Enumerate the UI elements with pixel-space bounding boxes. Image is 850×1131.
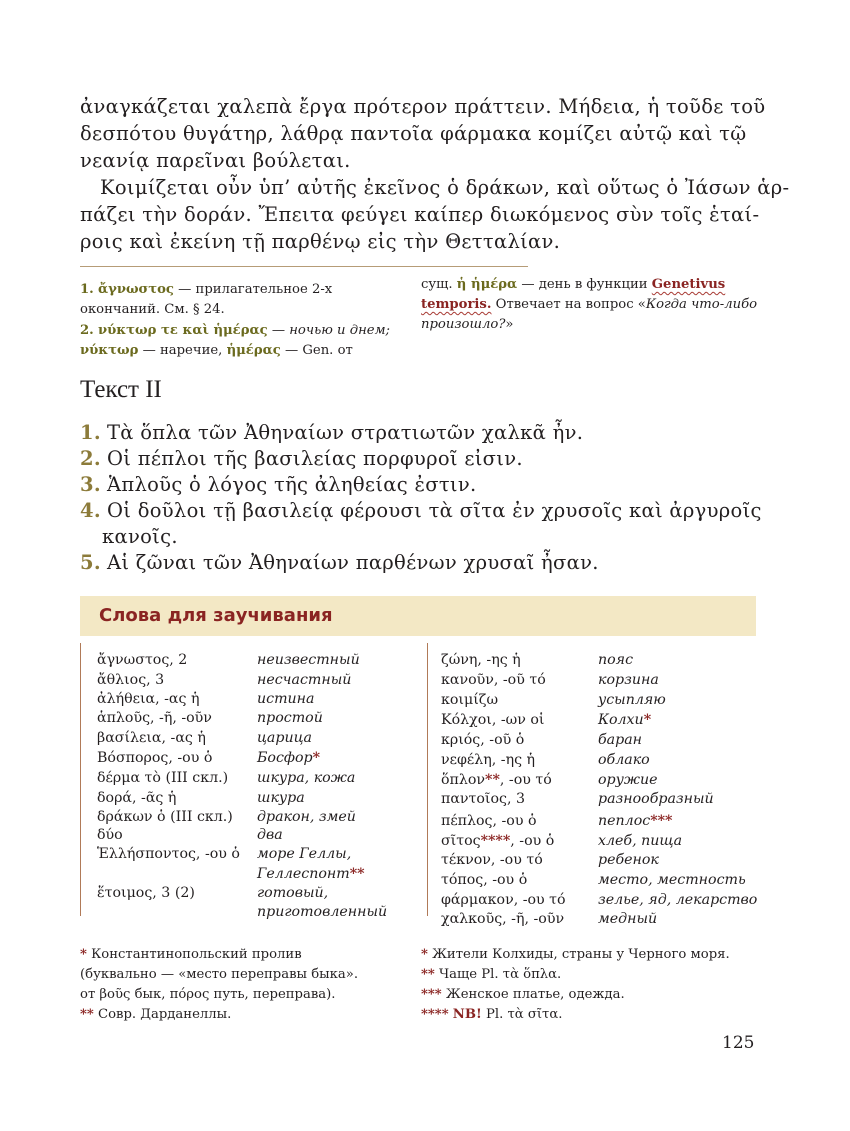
footnote-marker: ** [80, 1007, 94, 1022]
footnote-marker: * [643, 712, 652, 728]
vocab-word: δορά, -ᾶς ἡ [97, 790, 177, 806]
vocab-translation: баран [598, 732, 643, 748]
vocab-word: ἕτοιμος, 3 (2) [97, 885, 195, 901]
footnote-term: ἡ ἡμέρα [456, 277, 518, 292]
nota-bene: NB! [452, 1007, 482, 1022]
footnote-marker: ** [349, 866, 365, 882]
vocab-translation: Колхи* [598, 712, 652, 728]
vocab-translation: зелье, яд, лекарство [598, 892, 758, 908]
footnote-grammar-term: temporis. [421, 297, 492, 312]
exercise-text: Τὰ ὅπλα τῶν Ἀθηναίων στρατιωτῶν χαλκᾶ ἦν. [106, 421, 584, 444]
vocab-word: ἄγνωστος, 2 [97, 652, 188, 668]
text-line: πάζει τὴν δοράν. Ἔπειτα φεύγει καίπερ διωκόμενος σὺν τοῖς ἑταί- [80, 203, 760, 226]
text-line: δεσπότου θυγάτηρ, λάθρᾳ παντοῖα φάρμακα κομίζει αὐτῷ καὶ τῷ [80, 122, 747, 145]
footnote-line [80, 280, 332, 300]
greek-paragraph-2 [80, 174, 790, 255]
footnote-text: — наречие, [138, 343, 227, 358]
vocab-word: τόπος, -ου ὁ [441, 872, 528, 888]
exercise-item [80, 550, 780, 576]
vocabulary-left-column [97, 652, 417, 932]
vocab-note-line: *** Женское платье, одежда. [421, 987, 625, 1002]
vocab-note-line: от βοῦς бык, πόρος путь, переправа). [80, 987, 336, 1002]
footnote-1 [80, 280, 332, 320]
exercise-number: 5. [80, 551, 101, 574]
vocab-word: νεφέλη, -ης ἡ [441, 752, 536, 768]
vocab-word: βασίλεια, -ας ἡ [97, 730, 206, 746]
footnote-marker: * [80, 947, 87, 962]
vocab-note-line: ** Совр. Дарданеллы. [80, 1007, 232, 1022]
footnote-marker: **** [480, 833, 511, 849]
vocab-word: Κόλχοι, -ων οἱ [441, 712, 545, 728]
footnote-grammar-term: Genetivus [651, 277, 726, 292]
exercise-text: Οἱ δοῦλοι τῇ βασιλείᾳ φέρουσι τὰ σῖτα ἐν χρυσοῖς καὶ ἀργυροῖς [106, 499, 762, 522]
vocab-translation: хлеб, пища [598, 833, 683, 849]
exercise-text: Οἱ πέπλοι τῆς βασιλείας πορφυροῖ εἰσιν. [106, 447, 523, 470]
footnote-italic: произошло? [421, 317, 506, 332]
exercise-item [80, 446, 780, 472]
page-number: 125 [722, 1033, 755, 1053]
vocabulary-title: Слова для заучивания [99, 605, 333, 626]
footnote-term: νύκτωρ τε καὶ ἡμέρας [97, 323, 268, 338]
footnote-marker: *** [650, 813, 673, 829]
text-line: νεανίᾳ παρεῖναι βούλεται. [80, 149, 351, 172]
footnote-line [80, 321, 390, 341]
exercise-number: 3. [80, 473, 101, 496]
vocab-left-rule [80, 643, 81, 916]
vocab-translation: шкура [257, 790, 305, 806]
section-heading: Текст II [80, 376, 162, 403]
footnote-term: ἡμέρας [226, 343, 281, 358]
footnote-text: Отвечает на вопрос « [491, 297, 646, 312]
vocab-word: ζώνη, -ης ἡ [441, 652, 521, 668]
vocab-translation: шкура, кожа [257, 770, 356, 786]
vocab-translation: пеплос*** [598, 813, 673, 829]
greek-paragraph-1 [80, 93, 766, 174]
vocabulary-notes-left [80, 945, 358, 1025]
footnote-marker: **** [421, 1007, 449, 1022]
exercise-text: Ἁπλοῦς ὁ λόγος τῆς ἀληθείας ἐστιν. [106, 473, 477, 496]
exercise-list [80, 420, 780, 576]
footnote-marker: ** [485, 772, 500, 788]
vocab-translation: Босфор* [257, 750, 321, 766]
exercise-number: 1. [80, 421, 101, 444]
exercise-text: Αἱ ζῶναι τῶν Ἀθηναίων παρθένων χρυσαῖ ἦσαν. [106, 551, 599, 574]
exercise-text-continuation: κανοῖς. [102, 525, 178, 548]
vocab-word: ἄθλιος, 3 [97, 672, 165, 688]
vocabulary-notes-right [421, 945, 730, 1025]
footnote-term: ἄγνωστος [97, 282, 174, 297]
vocab-note-line: ** Чаще Pl. τὰ ὅπλα. [421, 967, 562, 982]
vocab-translation: Геллеспонт** [257, 866, 365, 882]
vocab-translation: корзина [598, 672, 659, 688]
footnote-text: — Gen. от [280, 343, 353, 358]
vocab-translation: море Геллы, [257, 846, 352, 862]
vocab-translation: медный [598, 911, 658, 927]
vocab-note-line: (буквально — «место переправы быка». [80, 967, 359, 982]
footnote-line: окончаний. См. § 24. [80, 302, 225, 317]
exercise-item [80, 472, 780, 498]
vocab-note-line: * Константинопольский пролив [80, 947, 302, 962]
vocabulary-right-column [441, 652, 761, 932]
vocab-translation: два [257, 827, 283, 843]
vocab-word: ἀλήθεια, -ας ἡ [97, 691, 200, 707]
vocab-word: κριός, -οῦ ὁ [441, 732, 525, 748]
footnote-marker: *** [421, 987, 442, 1002]
footnote-italic: Когда что-либо [645, 297, 758, 312]
vocab-translation: ребенок [598, 852, 659, 868]
vocab-translation: истина [257, 691, 315, 707]
footnote-2 [80, 321, 390, 361]
footnote-text: — [267, 323, 290, 338]
vocab-translation: разнообразный [598, 791, 714, 807]
footnote-marker: ** [421, 967, 435, 982]
vocab-note-line: * Жители Колхиды, страны у Черного моря. [421, 947, 730, 962]
footnote-text: — день в функции [517, 277, 652, 292]
vocab-translation: оружие [598, 772, 658, 788]
text-line: ροις καὶ ἐκείνη τῇ παρθένῳ εἰς τὴν Θετταλίαν. [80, 230, 561, 253]
vocab-word: πέπλος, -ου ὁ [441, 813, 537, 829]
vocab-word: φάρμακον, -ου τό [441, 892, 566, 908]
footnote-marker: * [421, 947, 428, 962]
vocab-translation: облако [598, 752, 650, 768]
footnote-line [421, 295, 757, 315]
vocab-word: ὅπλον**, -ου τό [441, 772, 552, 788]
vocab-word: δράκων ὁ (III скл.) [97, 809, 233, 825]
text-line: ἀναγκάζεται χαλεπὰ ἔργα πρότερον πράττειν. Μήδεια, ἡ τοῦδε τοῦ [80, 95, 766, 118]
footnote-text: » [505, 317, 514, 332]
vocab-word: σῖτος****, -ου ὁ [441, 833, 555, 849]
vocab-translation: несчастный [257, 672, 352, 688]
vocab-translation: неизвестный [257, 652, 360, 668]
footnote-italic: ночью и днем; [289, 323, 390, 338]
footnote-line [421, 315, 757, 335]
vocab-note-line: **** NB! Pl. τὰ σῖτα. [421, 1007, 563, 1022]
vocab-word: ἁπλοῦς, -ῆ, -οῦν [97, 710, 212, 726]
footnote-text: — прилагательное 2-х [173, 282, 333, 297]
vocab-word: τέκνον, -ου τό [441, 852, 543, 868]
exercise-item [80, 498, 780, 550]
footnote-2-continued [421, 275, 757, 335]
vocab-translation: пояс [598, 652, 634, 668]
vocab-word: παντοῖος, 3 [441, 791, 526, 807]
text-line: Κοιμίζεται οὖν ὑπ’ αὐτῆς ἐκεῖνος ὁ δράκων, καὶ οὕτως ὁ Ἰάσων ἁρ- [100, 176, 790, 199]
footnote-text: сущ. [421, 277, 457, 292]
footnote-marker: * [312, 750, 321, 766]
footnote-number: 2. [80, 323, 94, 338]
vocab-translation: приготовленный [257, 904, 388, 920]
exercise-number: 4. [80, 499, 101, 522]
footnote-line [80, 341, 390, 361]
vocab-translation: место, местность [598, 872, 746, 888]
footnote-number: 1. [80, 282, 94, 297]
vocab-word: δύο [97, 827, 123, 843]
exercise-item [80, 420, 780, 446]
vocab-translation: дракон, змей [257, 809, 356, 825]
vocab-right-rule [427, 643, 428, 916]
footnote-divider [80, 266, 528, 267]
vocab-translation: готовый, [257, 885, 329, 901]
vocab-word: Ἑλλήσποντος, -ου ὁ [97, 846, 240, 862]
footnote-term: νύκτωρ [80, 343, 139, 358]
vocab-word: κανοῦν, -οῦ τό [441, 672, 546, 688]
vocab-translation: царица [257, 730, 312, 746]
vocab-translation: простой [257, 710, 323, 726]
vocab-translation: усыпляю [598, 692, 666, 708]
vocab-word: χαλκοῦς, -ῆ, -οῦν [441, 911, 565, 927]
vocab-word: κοιμίζω [441, 692, 499, 708]
vocab-word: Βόσπορος, -ου ὁ [97, 750, 213, 766]
footnote-line [421, 275, 757, 295]
exercise-number: 2. [80, 447, 101, 470]
vocab-word: δέρμα τὸ (III скл.) [97, 770, 229, 786]
